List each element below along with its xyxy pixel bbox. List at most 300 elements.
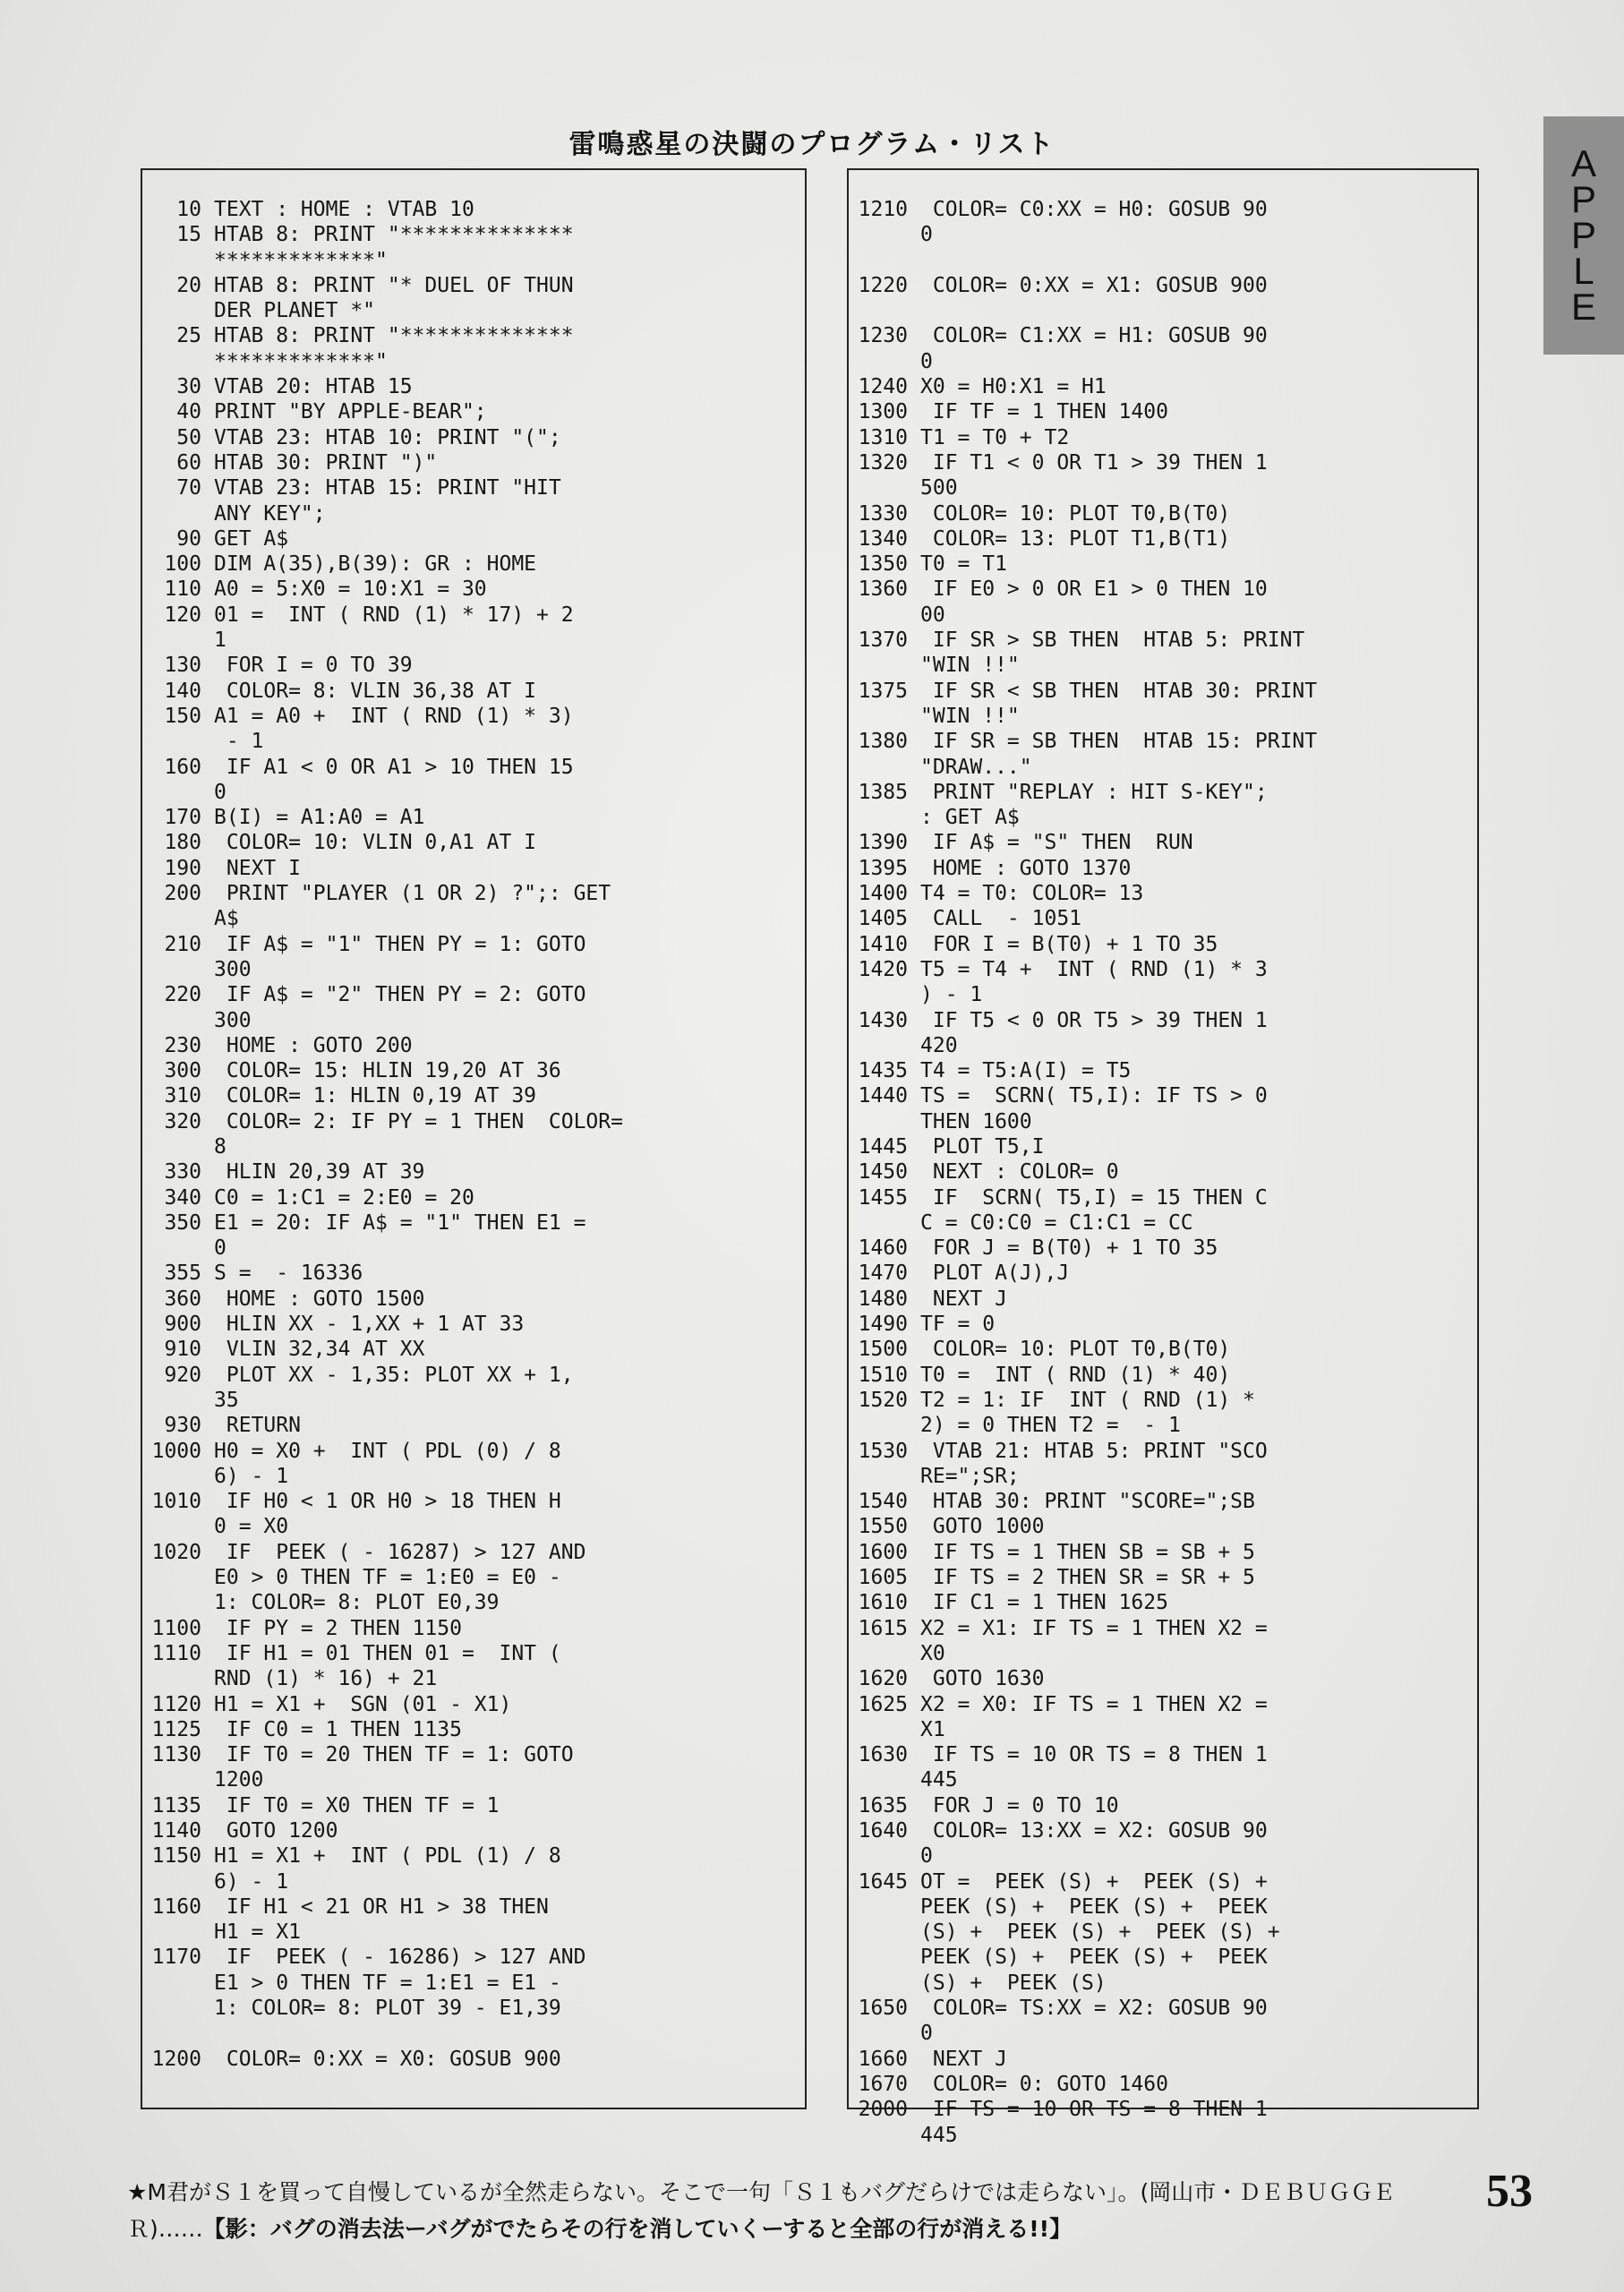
line-number: 1300 [858, 400, 908, 424]
code-line [142, 932, 805, 957]
line-number: 1150 [151, 1844, 201, 1869]
statement: X0 = H0:X1 = H1 [920, 375, 1107, 399]
continuation: RND (1) * 16) + 21 [214, 1667, 438, 1691]
line-number: 70 [176, 476, 201, 500]
statement: T5 = T4 + INT ( RND (1) * 3 [920, 957, 1268, 981]
code-line [142, 526, 805, 552]
code-line [142, 2021, 805, 2046]
line-number: 20 [176, 273, 201, 297]
line-number: 140 [164, 679, 201, 703]
code-line [142, 1616, 805, 1641]
continuation: RE=";SR; [920, 1464, 1020, 1488]
continuation: A$ [214, 907, 239, 931]
code-line [849, 780, 1477, 805]
line-number: 1435 [858, 1059, 908, 1083]
code-line [142, 1666, 805, 1691]
line-number: 1480 [858, 1287, 908, 1311]
statement: PLOT T5,I [920, 1134, 1045, 1159]
statement: PRINT "REPLAY : HIT S-KEY"; [920, 780, 1268, 804]
code-line [142, 1083, 805, 1108]
statement: HTAB 30: PRINT "SCORE=";SB [920, 1490, 1255, 1514]
code-line [142, 1489, 805, 1514]
statement: H0 = X0 + INT ( PDL (0) / 8 [214, 1439, 561, 1463]
line-number: 1645 [858, 1869, 908, 1894]
line-number: 170 [164, 806, 201, 830]
statement: VTAB 20: HTAB 15 [214, 375, 413, 399]
line-number: 1220 [858, 273, 908, 297]
continuation: 1: COLOR= 8: PLOT 39 - E1,39 [214, 1997, 561, 2021]
code-line [142, 881, 805, 906]
code-line [849, 1692, 1477, 1717]
statement: COLOR= 1: HLIN 0,19 AT 39 [214, 1084, 537, 1108]
code-line [849, 1287, 1477, 1312]
continuation: *************" [214, 248, 388, 272]
code-line [142, 1717, 805, 1742]
code-line [142, 475, 805, 500]
code-line [142, 1236, 805, 1261]
code-line [849, 1008, 1477, 1033]
statement: IF TF = 1 THEN 1400 [920, 400, 1168, 424]
line-number: 1330 [858, 501, 908, 526]
statement: IF SCRN( T5,I) = 15 THEN C [920, 1185, 1268, 1210]
line-number: 90 [176, 526, 201, 551]
continuation: 1 [214, 629, 227, 653]
line-number: 910 [164, 1338, 201, 1362]
statement: IF C1 = 1 THEN 1625 [920, 1591, 1168, 1615]
line-number: 1120 [151, 1692, 201, 1716]
code-line [849, 197, 1477, 222]
statement: FOR I = B(T0) + 1 TO 35 [920, 932, 1218, 956]
code-line [142, 577, 805, 602]
code-line [142, 755, 805, 780]
line-number: 1385 [858, 780, 908, 804]
continuation [142, 2021, 214, 2046]
line-number: 300 [164, 1059, 201, 1083]
code-line [142, 1742, 805, 1767]
line-number: 1125 [151, 1717, 201, 1741]
line-number: 360 [164, 1287, 201, 1311]
line-number: 1530 [858, 1439, 908, 1463]
statement: IF T0 = 20 THEN TF = 1: GOTO [214, 1743, 574, 1767]
statement: 01 = INT ( RND (1) * 17) + 2 [214, 603, 574, 627]
code-line [849, 856, 1477, 881]
code-line [849, 1337, 1477, 1362]
code-line [142, 628, 805, 653]
line-number: 340 [164, 1185, 201, 1210]
line-number: 920 [164, 1363, 201, 1387]
line-number: 1470 [858, 1261, 908, 1286]
code-line [849, 1159, 1477, 1184]
code-line [142, 1261, 805, 1286]
statement: COLOR= 10: VLIN 0,A1 AT I [214, 831, 537, 855]
continuation: (S) + PEEK (S) + PEEK (S) + [920, 1920, 1280, 1945]
line-number: 1130 [151, 1743, 201, 1767]
continuation: 00 [920, 603, 945, 627]
code-line [849, 1767, 1477, 1792]
code-line [849, 1083, 1477, 1108]
line-number: 1670 [858, 2072, 908, 2096]
code-line [142, 1945, 805, 1970]
code-line [142, 399, 805, 424]
code-line [142, 830, 805, 855]
code-line [142, 323, 805, 348]
line-number: 160 [164, 755, 201, 779]
statement: A0 = 5:X0 = 10:X1 = 30 [214, 577, 487, 602]
code-line [849, 1616, 1477, 1641]
line-number: 1500 [858, 1338, 908, 1362]
code-line [849, 1261, 1477, 1286]
code-line [849, 1312, 1477, 1337]
code-line [142, 501, 805, 526]
line-number: 1550 [858, 1515, 908, 1539]
code-line [849, 679, 1477, 704]
code-line [142, 704, 805, 729]
code-line [849, 1134, 1477, 1159]
statement: IF A$ = "1" THEN PY = 1: GOTO [214, 932, 586, 956]
code-line [849, 552, 1477, 577]
code-line [142, 1058, 805, 1083]
continuation: 500 [920, 476, 958, 500]
line-number: 1135 [151, 1793, 201, 1817]
line-number: 1510 [858, 1363, 908, 1387]
statement: COLOR= 2: IF PY = 1 THEN COLOR= [214, 1109, 623, 1133]
statement: A1 = A0 + INT ( RND (1) * 3) [214, 704, 574, 728]
code-line [142, 1843, 805, 1869]
line-number: 1240 [858, 375, 908, 399]
code-line [849, 1843, 1477, 1869]
code-line [849, 2072, 1477, 2097]
code-line [142, 1413, 805, 1438]
code-line [849, 1464, 1477, 1489]
continuation: X1 [920, 1717, 945, 1741]
line-number: 930 [164, 1414, 201, 1438]
statement: FOR J = B(T0) + 1 TO 35 [920, 1236, 1218, 1261]
line-number: 1460 [858, 1236, 908, 1261]
statement: H1 = X1 + SGN (01 - X1) [214, 1692, 512, 1716]
code-line [142, 1869, 805, 1894]
continuation [849, 298, 920, 323]
listing-column-right [847, 168, 1479, 2147]
code-line [849, 475, 1477, 500]
statement: H1 = X1 + INT ( PDL (1) / 8 [214, 1844, 561, 1869]
page-number: 53 [1486, 2166, 1533, 2217]
statement: IF SR = SB THEN HTAB 15: PRINT [920, 730, 1318, 754]
continuation: 420 [920, 1033, 958, 1057]
code-line [849, 704, 1477, 729]
code-line [849, 1565, 1477, 1590]
code-line [142, 1996, 805, 2021]
line-number: 130 [164, 654, 201, 678]
statement: GOTO 1200 [214, 1819, 338, 1843]
line-number: 1640 [858, 1819, 908, 1843]
code-line [849, 1109, 1477, 1134]
code-line [142, 273, 805, 298]
line-number: 60 [176, 450, 201, 475]
statement: HLIN XX - 1,XX + 1 AT 33 [214, 1313, 525, 1337]
code-line [142, 222, 805, 247]
code-line [849, 1793, 1477, 1818]
statement: TS = SCRN( T5,I): IF TS > 0 [920, 1084, 1268, 1108]
statement: IF H1 = 01 THEN 01 = INT ( [214, 1641, 561, 1665]
statement: IF A$ = "S" THEN RUN [920, 831, 1193, 855]
continuation: 0 [920, 2022, 933, 2046]
code-line [849, 1666, 1477, 1691]
code-line [849, 222, 1477, 247]
code-line [849, 248, 1477, 273]
code-line [849, 1210, 1477, 1236]
code-line [849, 1920, 1477, 1945]
line-number: 1615 [858, 1616, 908, 1640]
continuation: 6) - 1 [214, 1869, 289, 1894]
statement: HTAB 8: PRINT "************** [214, 223, 574, 247]
line-number: 1360 [858, 577, 908, 602]
statement: NEXT : COLOR= 0 [920, 1160, 1119, 1184]
statement: E1 = 20: IF A$ = "1" THEN E1 = [214, 1210, 586, 1235]
continuation: 1: COLOR= 8: PLOT E0,39 [214, 1591, 500, 1615]
line-number: 1170 [151, 1946, 201, 1970]
statement: TEXT : HOME : VTAB 10 [214, 198, 474, 221]
code-line [849, 1590, 1477, 1615]
line-number: 10 [176, 198, 201, 221]
statement: IF PEEK ( - 16286) > 127 AND [214, 1946, 586, 1970]
code-line [849, 349, 1477, 374]
continuation: 0 [920, 223, 933, 247]
line-number: 1340 [858, 526, 908, 551]
statement: COLOR= 13:XX = X2: GOSUB 90 [920, 1819, 1268, 1843]
line-number: 1160 [151, 1894, 201, 1919]
statement: COLOR= C1:XX = H1: GOSUB 90 [920, 324, 1268, 348]
line-number: 900 [164, 1313, 201, 1337]
line-number: 1635 [858, 1793, 908, 1817]
code-line [849, 1894, 1477, 1920]
code-line [142, 1109, 805, 1134]
statement: HTAB 30: PRINT ")" [214, 450, 438, 475]
statement: HTAB 8: PRINT "* DUEL OF THUN [214, 273, 574, 297]
continuation: PEEK (S) + PEEK (S) + PEEK [920, 1894, 1268, 1919]
line-number: 1420 [858, 957, 908, 981]
code-line [142, 982, 805, 1007]
code-line [849, 805, 1477, 830]
statement: COLOR= 13: PLOT T1,B(T1) [920, 526, 1231, 551]
code-line [849, 425, 1477, 450]
code-line [849, 1869, 1477, 1894]
code-line [849, 1971, 1477, 1996]
code-line [849, 1439, 1477, 1464]
line-number: 220 [164, 983, 201, 1007]
code-line [142, 1388, 805, 1413]
statement: IF TS = 1 THEN SB = SB + 5 [920, 1540, 1255, 1564]
statement: COLOR= TS:XX = X2: GOSUB 90 [920, 1997, 1268, 2021]
continuation: E0 > 0 THEN TF = 1:E0 = E0 - [214, 1566, 561, 1590]
continuation: 445 [920, 1768, 958, 1792]
statement: X2 = X1: IF TS = 1 THEN X2 = [920, 1616, 1268, 1640]
continuation: (S) + PEEK (S) [920, 1971, 1107, 1995]
code-line [142, 197, 805, 222]
continuation: "WIN !!" [920, 654, 1020, 678]
code-line [849, 1033, 1477, 1058]
code-line [142, 1363, 805, 1388]
line-number: 120 [164, 603, 201, 627]
statement: PRINT "PLAYER (1 OR 2) ?";: GET [214, 882, 611, 906]
code-line [142, 1971, 805, 1996]
code-line [849, 982, 1477, 1007]
statement: IF A$ = "2" THEN PY = 2: GOTO [214, 983, 586, 1007]
line-number: 1320 [858, 450, 908, 475]
code-line [142, 425, 805, 450]
statement: RETURN [214, 1414, 301, 1438]
line-number: 210 [164, 932, 201, 956]
statement: COLOR= 8: VLIN 36,38 AT I [214, 679, 537, 703]
code-line [849, 273, 1477, 298]
line-number: 355 [164, 1261, 201, 1286]
line-number: 1020 [151, 1540, 201, 1564]
side-tab-letter: P [1570, 214, 1596, 256]
line-number: 150 [164, 704, 201, 728]
statement: COLOR= C0:XX = H0: GOSUB 90 [920, 198, 1268, 221]
line-number: 310 [164, 1084, 201, 1108]
code-line [142, 349, 805, 374]
line-number: 180 [164, 831, 201, 855]
statement: IF PY = 2 THEN 1150 [214, 1616, 462, 1640]
code-line [849, 1717, 1477, 1742]
code-line [849, 932, 1477, 957]
code-line [849, 755, 1477, 780]
statement: PLOT A(J),J [920, 1261, 1070, 1286]
continuation: ANY KEY"; [214, 501, 326, 526]
statement: NEXT J [920, 1287, 1007, 1311]
continuation: C = C0:C0 = C1:C1 = CC [920, 1210, 1193, 1235]
line-number: 15 [176, 223, 201, 247]
statement: X2 = X0: IF TS = 1 THEN X2 = [920, 1692, 1268, 1716]
statement: NEXT J [920, 2047, 1007, 2071]
code-line [142, 906, 805, 931]
line-number: 110 [164, 577, 201, 602]
continuation: : GET A$ [920, 806, 1020, 830]
statement: COLOR= 0:XX = X0: GOSUB 900 [214, 2047, 561, 2071]
code-line [142, 1287, 805, 1312]
line-number: 1650 [858, 1997, 908, 2021]
code-line [849, 957, 1477, 982]
line-number: 40 [176, 400, 201, 424]
line-number: 1400 [858, 882, 908, 906]
line-number: 350 [164, 1210, 201, 1235]
code-line [849, 628, 1477, 653]
line-number: 1520 [858, 1388, 908, 1412]
line-number: 1230 [858, 324, 908, 348]
statement: IF PEEK ( - 16287) > 127 AND [214, 1540, 586, 1564]
code-line [142, 552, 805, 577]
code-line [142, 1818, 805, 1843]
line-number: 1000 [151, 1439, 201, 1463]
code-line [142, 450, 805, 475]
code-line [849, 1363, 1477, 1388]
line-number: 1200 [151, 2047, 201, 2071]
code-line [849, 1058, 1477, 1083]
code-line [849, 830, 1477, 855]
editor-comment: 【影：バグの消去法ーバグがでたらその行を消していくーすると全部の行が消える!!】 [202, 2216, 1073, 2242]
code-line [142, 679, 805, 704]
continuation: *************" [214, 349, 388, 373]
code-line [849, 323, 1477, 348]
code-line [142, 1514, 805, 1539]
code-line [142, 1590, 805, 1615]
side-tab-letter: P [1570, 178, 1596, 220]
statement: FOR I = 0 TO 39 [214, 654, 413, 678]
statement: PLOT XX - 1,35: PLOT XX + 1, [214, 1363, 574, 1387]
code-line [142, 1033, 805, 1058]
footnote [127, 2174, 1452, 2247]
code-line [849, 906, 1477, 931]
continuation: 8 [214, 1134, 227, 1159]
line-number: 1380 [858, 730, 908, 754]
line-number: 1625 [858, 1692, 908, 1716]
footnote-text: ★M君がＳ１を買って自慢しているが全然走らない。そこで一句「Ｓ１もバグだらけでは走らない」。(岡山市・ＤＥＢＵＧＧＥＲ)…… [127, 2179, 1396, 2242]
line-number: 1350 [858, 552, 908, 577]
line-number: 320 [164, 1109, 201, 1133]
listing-column-left [141, 168, 807, 2109]
side-tab-letter: L [1573, 250, 1594, 292]
line-number: 1100 [151, 1616, 201, 1640]
statement: COLOR= 15: HLIN 19,20 AT 36 [214, 1059, 561, 1083]
statement: FOR J = 0 TO 10 [920, 1793, 1119, 1817]
code-line [142, 1185, 805, 1210]
code-line [849, 1413, 1477, 1438]
code-line [142, 653, 805, 678]
code-line [142, 1793, 805, 1818]
line-number: 1395 [858, 856, 908, 880]
code-line [849, 603, 1477, 628]
code-line [849, 2021, 1477, 2046]
code-line [849, 298, 1477, 323]
code-line [142, 1312, 805, 1337]
statement: NEXT I [214, 856, 301, 880]
code-line [142, 805, 805, 830]
line-number: 190 [164, 856, 201, 880]
continuation: 35 [214, 1388, 239, 1412]
statement: OT = PEEK (S) + PEEK (S) + [920, 1869, 1268, 1894]
line-number: 25 [176, 324, 201, 348]
continuation: X0 [920, 1641, 945, 1665]
line-number: 30 [176, 375, 201, 399]
code-line [849, 399, 1477, 424]
statement: IF H1 < 21 OR H1 > 38 THEN [214, 1894, 549, 1919]
code-line [142, 2047, 805, 2072]
line-number: 1430 [858, 1008, 908, 1032]
line-number: 1310 [858, 425, 908, 449]
code-line [849, 653, 1477, 678]
statement: T4 = T0: COLOR= 13 [920, 882, 1144, 906]
code-line [849, 374, 1477, 399]
line-number: 200 [164, 882, 201, 906]
code-line [849, 1388, 1477, 1413]
code-line [142, 1692, 805, 1717]
statement: IF C0 = 1 THEN 1135 [214, 1717, 462, 1741]
statement: IF T5 < 0 OR T5 > 39 THEN 1 [920, 1008, 1268, 1032]
line-number: 330 [164, 1160, 201, 1184]
code-line [142, 1565, 805, 1590]
code-line [142, 374, 805, 399]
statement: HLIN 20,39 AT 39 [214, 1160, 425, 1184]
code-line [849, 1489, 1477, 1514]
code-line [142, 1134, 805, 1159]
side-tab-letter: A [1570, 142, 1596, 184]
statement: VTAB 21: HTAB 5: PRINT "SCO [920, 1439, 1268, 1463]
line-number: 50 [176, 425, 201, 449]
code-line [849, 1540, 1477, 1565]
code-line [142, 1920, 805, 1945]
continuation: 6) - 1 [214, 1464, 289, 1488]
line-number: 1445 [858, 1134, 908, 1159]
